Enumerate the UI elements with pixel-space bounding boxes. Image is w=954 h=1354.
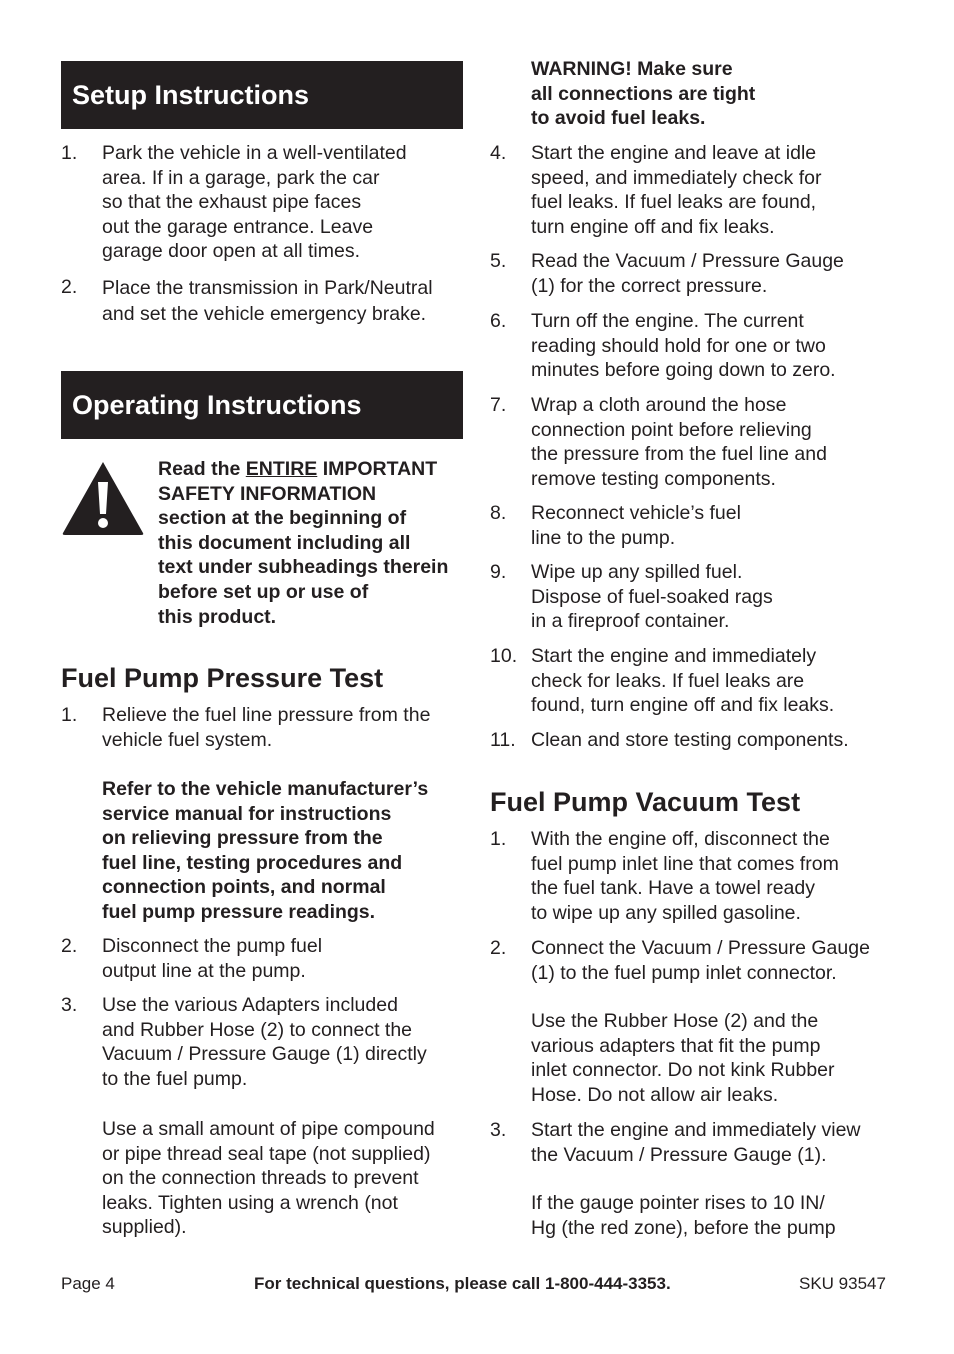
warning-triangle-icon — [61, 460, 145, 536]
vacuum-test-heading: Fuel Pump Vacuum Test — [490, 787, 801, 817]
pressure-step-4: Start the engine and leave at idle speed, and immediately check for fuel leaks. If fuel leaks are found, turn engine off and fix leaks. — [531, 142, 822, 238]
step-number: 2. — [490, 937, 507, 959]
warning-prefix: Read the — [158, 458, 246, 480]
step-number: 6. — [490, 310, 507, 332]
step-number: 2. — [61, 935, 78, 957]
setup-heading: Setup Instructions — [61, 61, 463, 129]
setup-step-1: Park the vehicle in a well-ventilated area. If in a garage, park the car so that the exhaust pipe faces out the garage entrance. Leave garage door open at all times. — [102, 142, 407, 263]
step-number: 3. — [61, 994, 78, 1016]
tech-support-line: For technical questions, please call 1-800-444-3353. — [254, 1274, 671, 1293]
vacuum-step-1: With the engine off, disconnect the fuel pump inlet line that comes from the fuel tank. Have a towel ready to wipe up any spilled gasoline. — [531, 828, 839, 924]
step-number: 11. — [490, 729, 516, 751]
step-number: 1. — [61, 142, 78, 164]
vacuum-step-2-note: Use the Rubber Hose (2) and the various adapters that fit the pump inlet connector. Do not kink Rubber Hose. Do not allow air leaks. — [531, 1010, 835, 1106]
step-number: 5. — [490, 250, 507, 272]
step-number: 3. — [490, 1119, 507, 1141]
pressure-step-1-note: Refer to the vehicle manufacturer’s service manual for instructions on relieving pressure from the fuel line, testing procedures and connection points, and normal fuel pump pressure readings. — [102, 778, 429, 923]
pressure-step-3: Use the various Adapters included and Rubber Hose (2) to connect the Vacuum / Pressure Gauge (1) directly to the fuel pump. — [102, 994, 427, 1090]
connection-warning: WARNING! Make sure all connections are tight to avoid fuel leaks. — [531, 58, 756, 130]
step-number: 10. — [490, 645, 518, 667]
step-number: 1. — [61, 704, 78, 726]
pressure-test-heading: Fuel Pump Pressure Test — [61, 663, 384, 693]
pressure-step-1: Relieve the fuel line pressure from the vehicle fuel system. — [102, 704, 431, 751]
warning-emphasis: ENTIRE — [245, 458, 318, 480]
vacuum-step-3: Start the engine and immediately view the Vacuum / Pressure Gauge (1). — [531, 1119, 861, 1166]
step-number: 7. — [490, 394, 507, 416]
pressure-step-2: Disconnect the pump fuel output line at the pump. — [102, 935, 323, 982]
pressure-step-11: Clean and store testing components. — [531, 729, 849, 751]
pressure-step-8: Reconnect vehicle’s fuel line to the pump. — [531, 502, 741, 549]
pressure-step-5: Read the Vacuum / Pressure Gauge (1) for the correct pressure. — [531, 250, 844, 297]
pressure-step-9: Wipe up any spilled fuel. Dispose of fuel-soaked rags in a fireproof container. — [531, 561, 773, 633]
pressure-step-10: Start the engine and immediately check for leaks. If fuel leaks are found, turn engine off and fix leaks. — [531, 645, 835, 717]
vacuum-step-3-note: If the gauge pointer rises to 10 IN/ Hg (the red zone), before the pump — [531, 1192, 836, 1239]
operating-heading: Operating Instructions — [61, 371, 463, 439]
sku-label: SKU 93547 — [799, 1274, 886, 1293]
step-number: 4. — [490, 142, 507, 164]
pressure-step-7: Wrap a cloth around the hose connection point before relieving the pressure from the fuel line and remove testing components. — [531, 394, 827, 490]
safety-warning-text — [158, 457, 478, 629]
page-number: Page 4 — [61, 1274, 115, 1293]
step-number: 1. — [490, 828, 507, 850]
vacuum-step-2: Connect the Vacuum / Pressure Gauge (1) to the fuel pump inlet connector. — [531, 937, 870, 984]
pressure-step-3-note: Use a small amount of pipe compound or pipe thread seal tape (not supplied) on the connection threads to prevent leaks. Tighten using a wrench (not supplied). — [102, 1118, 435, 1239]
pressure-step-6: Turn off the engine. The current reading should hold for one or two minutes before going down to zero. — [531, 310, 836, 382]
step-number: 2. — [61, 276, 78, 298]
step-number: 9. — [490, 561, 507, 583]
warning-rest: IMPORTANT SAFETY INFORMATION section at the beginning of this document including all text under subheadings therein before set up or use of this product. — [158, 458, 449, 628]
setup-step-2: Place the transmission in Park/Neutral and set the vehicle emergency brake. — [102, 277, 433, 325]
step-number: 8. — [490, 502, 507, 524]
